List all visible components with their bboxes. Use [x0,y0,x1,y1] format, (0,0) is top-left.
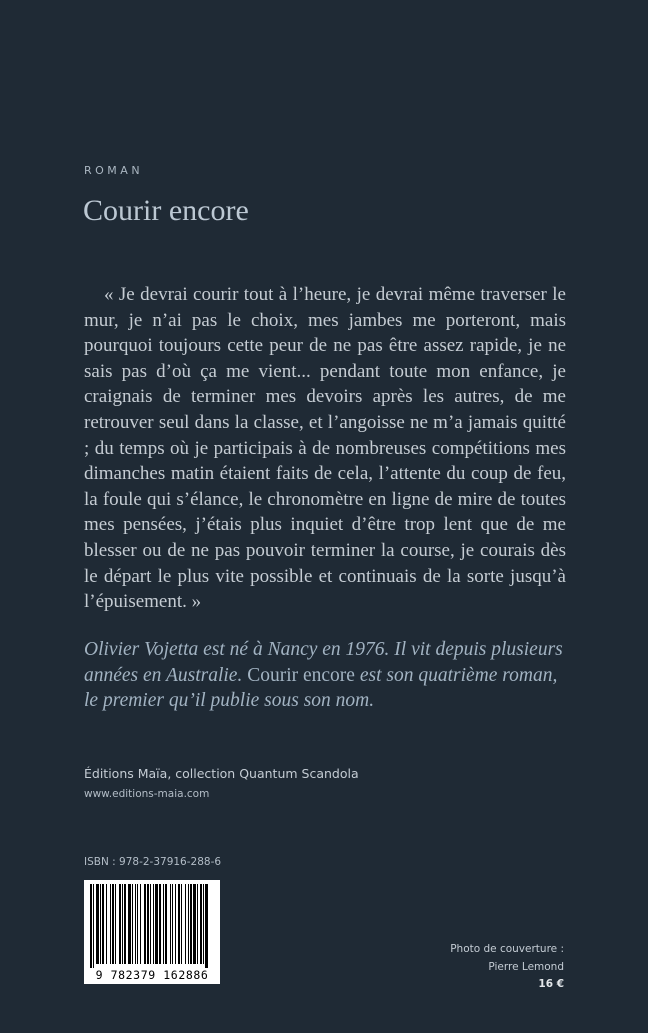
barcode-bar [203,884,204,964]
barcode-digits: 9 782379 162886 [95,968,209,982]
photo-credit-name: Pierre Lemond [488,960,564,973]
barcode-bar [190,884,192,964]
cover-credit [450,941,564,994]
barcode-bar [96,884,99,964]
barcode-bar [205,884,208,968]
photo-credit-label: Photo de couverture : [450,943,564,955]
author-bio-text: Olivier Vojetta est né à Nancy en 1976. Il vit depuis plusieurs années en Australie. [84,639,563,686]
barcode-bar [193,884,196,964]
author-bio [84,637,574,714]
barcode-bar [170,884,171,964]
barcode-bar [185,884,186,964]
barcode-bar [144,884,146,964]
barcode-bar [122,884,123,964]
barcode-bar [150,884,151,964]
barcode-bar [197,884,198,964]
barcode-bar [137,884,138,964]
barcode-bar [106,884,107,964]
barcode-bar [147,884,149,964]
barcode-bar [155,884,158,964]
barcode-bar [178,884,180,964]
barcode-bars [84,880,220,970]
barcode-bar [115,884,116,964]
publisher-line: Éditions Maïa, collection Quantum Scandola [84,766,359,781]
barcode-bar [100,884,101,964]
author-bio-book-title: Courir encore [247,664,355,686]
barcode-bar [140,884,141,964]
barcode-bar [124,884,126,964]
barcode-bar [163,884,164,964]
isbn-label: ISBN : 978-2-37916-288-6 [84,856,222,868]
barcode-bar [181,884,182,964]
genre-label: ROMAN [84,164,144,177]
barcode-bar [165,884,167,964]
book-title: Courir encore [83,194,249,227]
barcode-bar [172,884,173,964]
price: 16 € [538,978,564,990]
barcode-bar [112,884,114,964]
barcode [84,880,220,984]
author-bio-text-end: est son quatrième roman, le premier qu’il publie sous son nom. [84,664,558,712]
barcode-bar [93,884,94,968]
publisher-website[interactable]: www.editions-maia.com [84,788,210,800]
barcode-bar [132,884,133,964]
barcode-bar [110,884,111,964]
barcode-bar [102,884,104,964]
barcode-bar [119,884,121,964]
barcode-bar [90,884,92,968]
barcode-bar [188,884,189,964]
barcode-bar [135,884,136,964]
barcode-bar [128,884,131,964]
barcode-bar [153,884,154,964]
back-cover-quote: « Je devrai courir tout à l’heure, je devrai même traverser le mur, je n’ai pas le choix, mes jambes me porteront, mais pourquoi toujours cette peur de ne pas être assez rapide, je ne sais pas d’où ça me vient... pendant toute mon enfance, je craignais de terminer mes devoirs après les autres, de me retrouver seul dans la classe, et l’angoisse ne m’a jamais quitté ; du temps où je participais à de nombreuses compétitions mes dimanches matin étaient faits de cela, l’attente du coup de feu, la foule qui s’élance, le chronomètre en ligne de mire de toutes mes pensées, j’étais plus inquiet d’être trop lent que de me blesser ou de ne pas pouvoir terminer la course, je courais dès le départ le plus vite possible et continuais de la sorte jusqu’à l’épuisement. » [84,284,566,613]
barcode-bar [200,884,202,964]
barcode-bar [175,884,176,964]
barcode-bar [159,884,161,964]
